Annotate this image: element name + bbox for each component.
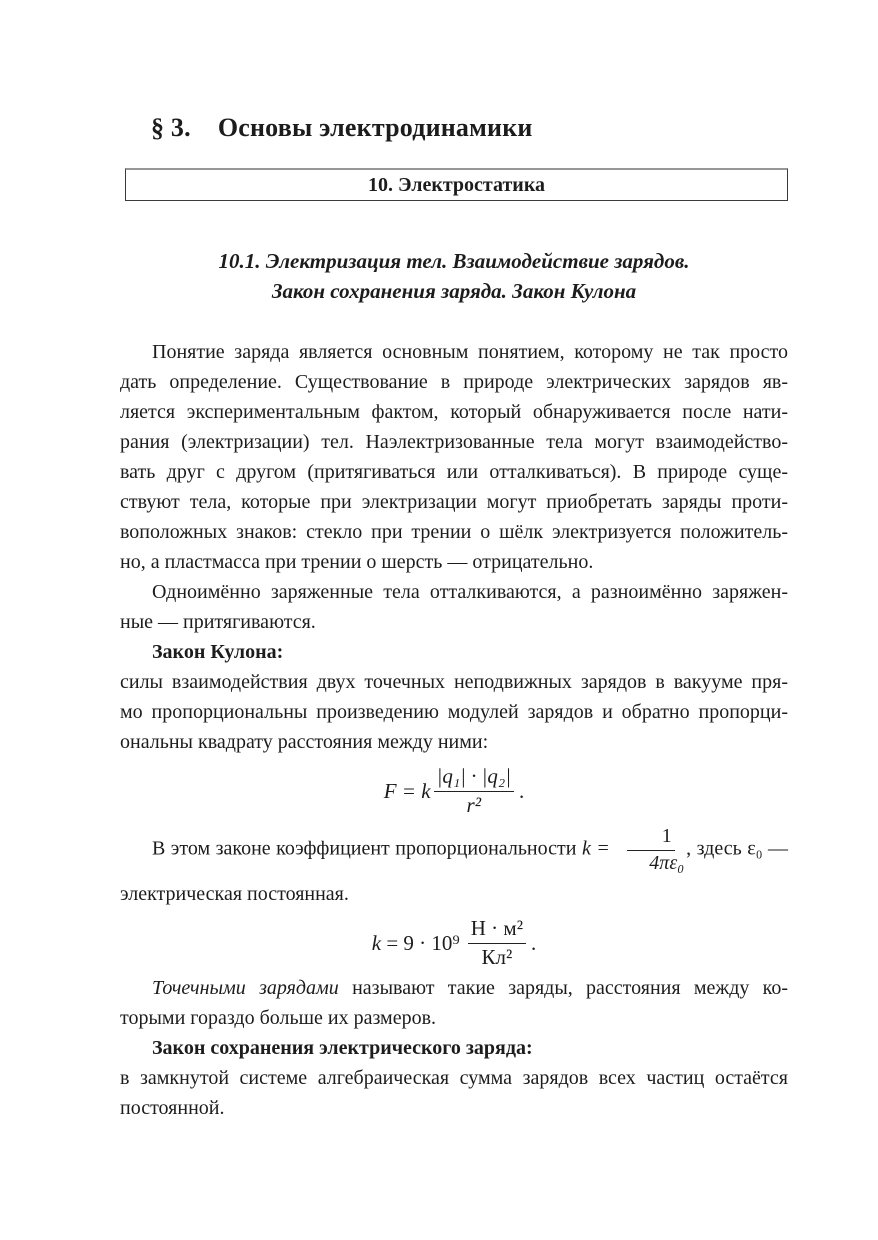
text-line: воположных знаков: стекло при трении о шёлк электризуется положитель- xyxy=(120,521,788,543)
text-line: силы взаимодействия двух точечных неподвижных зарядов в вакууме пря- xyxy=(120,671,788,693)
paragraph-like-charges xyxy=(120,577,788,637)
formula-lhs: F = k xyxy=(383,778,431,803)
text-segment: называют такие заряды, расстояния между ко- xyxy=(352,977,789,999)
text-line: рания (электризации) тел. Наэлектризованные тела могут взаимодейство- xyxy=(120,431,788,453)
text-line: торыми гораздо больше их размеров. xyxy=(120,1007,437,1029)
section-title: Основы электродинамики xyxy=(217,113,533,142)
math-k-equals: k = xyxy=(581,837,610,860)
text-line: ные — притягиваются. xyxy=(120,611,316,633)
fraction-denominator: 4πε₀ xyxy=(649,852,685,874)
conservation-law-heading: Закон сохранения электрического заряда: xyxy=(152,1037,533,1059)
fraction-numerator: Н · м² xyxy=(468,916,526,944)
text-line xyxy=(120,973,788,1003)
chapter-title: 10. Электростатика xyxy=(367,174,546,196)
text-line: Понятие заряда является основным понятием, которому не так просто xyxy=(152,341,788,363)
fraction-denominator: r² xyxy=(466,793,482,817)
fraction xyxy=(434,764,514,818)
coulomb-formula xyxy=(120,764,788,818)
text-line: электрическая постоянная. xyxy=(120,883,349,905)
paragraph-coefficient xyxy=(120,821,788,909)
text-line: вать друг с другом (притягиваться или отталкиваться). В природе суще- xyxy=(120,461,788,483)
text-line: в замкнутой системе алгебраическая сумма зарядов всех частиц остаётся xyxy=(120,1067,788,1089)
section-header xyxy=(120,0,788,144)
text-segment: В этом законе коэффициент пропорциональности xyxy=(152,837,577,860)
paragraph-coulomb-statement xyxy=(120,667,788,757)
formula-variable: k xyxy=(371,930,382,955)
subsection-heading-line: 10.1. Электризация тел. Взаимодействие зарядов. xyxy=(218,249,690,273)
text-line: дать определение. Существование в природе электрических зарядов яв- xyxy=(120,371,788,393)
formula-period: . xyxy=(531,930,537,955)
chapter-title-box xyxy=(125,168,788,201)
subsection-heading-line: Закон сохранения заряда. Закон Кулона xyxy=(271,279,637,303)
paragraph-conservation-statement xyxy=(120,1063,788,1123)
term-point-charges: Точечными зарядами xyxy=(152,977,339,999)
section-number: § 3. xyxy=(151,113,191,142)
subsection-heading xyxy=(120,246,788,306)
fraction xyxy=(468,916,526,970)
k-value-formula xyxy=(120,916,788,970)
text-segment: , здесь ε₀ — xyxy=(686,837,789,860)
formula-value: = 9 · 10⁹ xyxy=(386,930,460,955)
text-line: постоянной. xyxy=(120,1097,225,1119)
fraction-numerator: 1 xyxy=(627,825,675,851)
text-line: ствуют тела, которые при электризации могут приобретать заряды проти- xyxy=(120,491,788,513)
fraction-denominator: Кл² xyxy=(481,945,513,969)
fraction-numerator: |q₁| · |q₂| xyxy=(434,764,514,792)
inline-fraction xyxy=(617,825,684,875)
text-line: мо пропорциональны произведению модулей зарядов и обратно пропорци- xyxy=(120,701,788,723)
formula-period: . xyxy=(519,778,525,803)
paragraph-point-charges xyxy=(120,973,788,1033)
text-line: ональны квадрату расстояния между ними: xyxy=(120,731,489,753)
text-line-with-math xyxy=(120,821,788,879)
text-line: Одноимённо заряженные тела отталкиваются, а разноимённо заряжен- xyxy=(152,581,788,603)
text-line: ляется экспериментальным фактом, который обнаруживается после нати- xyxy=(120,401,788,423)
coulomb-law-heading: Закон Кулона: xyxy=(152,641,284,663)
text-line: но, а пластмасса при трении о шерсть — отрицательно. xyxy=(120,551,594,573)
paragraph-charge-concept xyxy=(120,337,788,577)
